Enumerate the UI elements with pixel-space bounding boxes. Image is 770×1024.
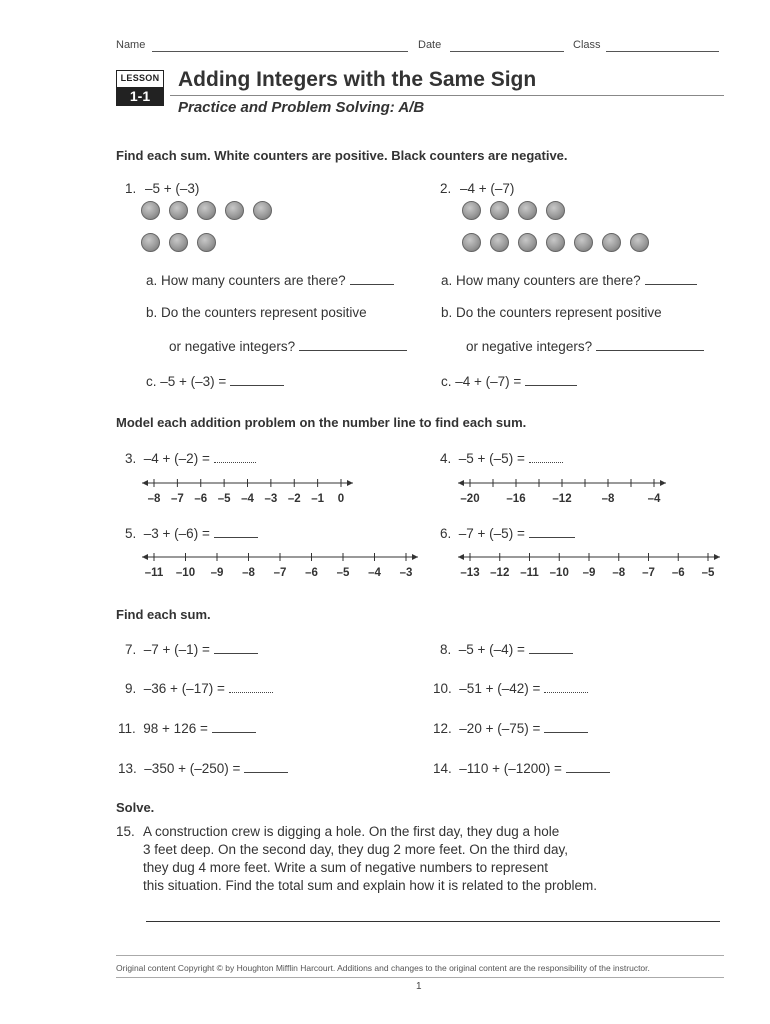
- problem-15-line-3: they dug 4 more feet. Write a sum of negative numbers to represent: [143, 860, 548, 875]
- number-line-5[interactable]: [140, 548, 420, 582]
- problem-13-number: 13.: [118, 761, 137, 776]
- lesson-badge-label: LESSON: [120, 73, 160, 83]
- negative-counter: [462, 201, 481, 220]
- problem-12-number: 12.: [433, 721, 452, 736]
- problem-1-expression: –5 + (–3): [145, 181, 200, 196]
- problem-2a-text: a. How many counters are there?: [441, 273, 641, 288]
- footer-rule-2: [116, 977, 724, 978]
- number-line-label: –5: [701, 567, 715, 579]
- number-line-label: –10: [549, 567, 569, 579]
- arrow-right-icon: [660, 480, 666, 486]
- problem-5-blank[interactable]: [214, 525, 258, 538]
- negative-counter: [141, 201, 160, 220]
- page-title: Adding Integers with the Same Sign: [178, 68, 537, 91]
- negative-counter: [253, 201, 272, 220]
- problem-12: [433, 720, 588, 736]
- number-line-label: –6: [194, 493, 208, 505]
- problem-5: [125, 525, 258, 541]
- number-line-label: –3: [264, 493, 278, 505]
- number-line-label: –13: [460, 567, 480, 579]
- page-number: 1: [416, 981, 422, 992]
- problem-10: [433, 680, 588, 696]
- problem-2b-line1: b. Do the counters represent positive: [441, 305, 662, 320]
- number-line-label: –8: [147, 493, 161, 505]
- problem-14-blank[interactable]: [566, 760, 610, 773]
- problem-6-number: 6.: [440, 526, 452, 541]
- problem-4-blank[interactable]: [529, 450, 563, 463]
- negative-counter: [169, 233, 188, 252]
- number-line-label: –1: [311, 493, 325, 505]
- footer-rule: [116, 955, 724, 956]
- problem-1c: [146, 373, 284, 389]
- problem-1b-line1: b. Do the counters represent positive: [146, 305, 367, 320]
- arrow-right-icon: [412, 554, 418, 560]
- section2-instructions: Model each addition problem on the number line to find each sum.: [116, 415, 527, 430]
- arrow-left-icon: [458, 480, 464, 486]
- date-label: Date: [418, 39, 442, 51]
- problem-15-line-4: this situation. Find the total sum and explain how it is related to the problem.: [143, 878, 597, 893]
- problem-11-number: 11.: [118, 721, 136, 736]
- problem-9-number: 9.: [125, 681, 137, 696]
- problem-7: [125, 641, 258, 657]
- number-line-label: –9: [582, 567, 596, 579]
- number-line-label: –8: [612, 567, 626, 579]
- problem-9-expression: –36 + (–17) =: [143, 681, 225, 696]
- problem-1a-blank[interactable]: [350, 272, 394, 285]
- page-subtitle: Practice and Problem Solving: A/B: [178, 99, 425, 116]
- problem-10-blank[interactable]: [544, 680, 588, 693]
- number-line-label: –4: [368, 567, 381, 579]
- problem-1a: [146, 272, 394, 288]
- negative-counter: [141, 233, 160, 252]
- problem-2c-text: c. –4 + (–7) =: [441, 374, 522, 389]
- problem-4-expression: –5 + (–5) =: [458, 451, 525, 466]
- problem-3-number: 3.: [125, 451, 137, 466]
- section3-instructions: Find each sum.: [116, 607, 211, 622]
- number-line-label: –3: [399, 567, 413, 579]
- date-blank[interactable]: [450, 51, 564, 52]
- number-line-label: –20: [460, 493, 480, 505]
- arrow-left-icon: [142, 554, 148, 560]
- problem-12-expression: –20 + (–75) =: [459, 721, 541, 736]
- number-line-3[interactable]: [140, 474, 355, 508]
- number-line-label: –9: [210, 567, 224, 579]
- problem-1-number: 1.: [125, 181, 137, 196]
- negative-counter: [574, 233, 593, 252]
- class-label: Class: [573, 39, 601, 51]
- title-rule: [170, 95, 724, 96]
- problem-1b-blank[interactable]: [299, 338, 407, 351]
- negative-counter: [490, 201, 509, 220]
- name-label: Name: [116, 39, 146, 51]
- problem-15-line-1: A construction crew is digging a hole. On the first day, they dug a hole: [143, 824, 560, 839]
- number-line-label: 0: [337, 493, 345, 505]
- problem-8-expression: –5 + (–4) =: [458, 642, 525, 657]
- negative-counter: [197, 233, 216, 252]
- lesson-badge-number: 1-1: [116, 87, 164, 106]
- number-line-label: –8: [601, 493, 615, 505]
- problem-10-number: 10.: [433, 681, 452, 696]
- problem-11-blank[interactable]: [212, 720, 256, 733]
- problem-8-blank[interactable]: [529, 641, 573, 654]
- number-line-label: –5: [336, 567, 350, 579]
- negative-counter: [462, 233, 481, 252]
- problem-8-number: 8.: [440, 642, 452, 657]
- problem-13: [118, 760, 288, 776]
- section1-instructions: Find each sum. White counters are positive. Black counters are negative.: [116, 148, 568, 163]
- number-line-label: –2: [287, 493, 301, 505]
- negative-counter: [518, 201, 537, 220]
- number-line-4[interactable]: [456, 474, 668, 508]
- arrow-right-icon: [347, 480, 353, 486]
- problem-6: [440, 525, 575, 541]
- number-line-label: –10: [175, 567, 196, 579]
- problem-10-expression: –51 + (–42) =: [459, 681, 541, 696]
- problem-8: [440, 641, 573, 657]
- problem-6-blank[interactable]: [529, 525, 575, 538]
- problem-14-number: 14.: [433, 761, 452, 776]
- problem-2c-blank[interactable]: [525, 373, 577, 386]
- problem-2-expression: –4 + (–7): [460, 181, 515, 196]
- problem-3-expression: –4 + (–2) =: [143, 451, 210, 466]
- number-line-label: –4: [647, 493, 661, 505]
- number-line-label: –6: [305, 567, 318, 579]
- number-line-label: –7: [170, 493, 184, 505]
- problem-12-blank[interactable]: [544, 720, 588, 733]
- number-line-label: –4: [241, 493, 254, 505]
- problem-3: [125, 450, 256, 466]
- problem-2b: [466, 338, 704, 354]
- problem-2b-blank[interactable]: [596, 338, 704, 351]
- problem-1b: [169, 338, 407, 354]
- problem-5-number: 5.: [125, 526, 137, 541]
- problem-1c-blank[interactable]: [230, 373, 284, 386]
- negative-counter: [630, 233, 649, 252]
- problem-1b-text: or negative integers?: [169, 339, 296, 354]
- negative-counter: [546, 233, 565, 252]
- problem-2a: [441, 272, 697, 288]
- negative-counter: [225, 201, 244, 220]
- problem-7-blank[interactable]: [214, 641, 258, 654]
- problem-15-answer-line[interactable]: [146, 921, 720, 922]
- negative-counter: [490, 233, 509, 252]
- problem-4-number: 4.: [440, 451, 452, 466]
- problem-9: [125, 680, 273, 696]
- negative-counter: [602, 233, 621, 252]
- problem-2b-text: or negative integers?: [466, 339, 593, 354]
- problem-14: [433, 760, 610, 776]
- problem-14-expression: –110 + (–1200) =: [459, 761, 562, 776]
- problem-1c-text: c. –5 + (–3) =: [146, 374, 227, 389]
- number-line-label: –11: [520, 567, 539, 579]
- number-line-label: –12: [552, 493, 572, 505]
- number-line-label: –7: [642, 567, 655, 579]
- problem-3-blank[interactable]: [214, 450, 256, 463]
- number-line-label: –6: [671, 567, 685, 579]
- problem-5-expression: –3 + (–6) =: [143, 526, 210, 541]
- problem-13-blank[interactable]: [244, 760, 288, 773]
- class-blank[interactable]: [606, 51, 719, 52]
- problem-1a-text: a. How many counters are there?: [146, 273, 346, 288]
- problem-7-number: 7.: [125, 642, 137, 657]
- problem-15-number: 15.: [116, 824, 135, 839]
- problem-6-expression: –7 + (–5) =: [458, 526, 525, 541]
- problem-11-expression: 98 + 126 =: [143, 721, 208, 736]
- negative-counter: [518, 233, 537, 252]
- number-line-label: –11: [144, 567, 164, 579]
- problem-15-line-2: 3 feet deep. On the second day, they dug 2 more feet. On the third day,: [143, 842, 569, 857]
- problem-9-blank[interactable]: [229, 680, 273, 693]
- arrow-right-icon: [714, 554, 720, 560]
- name-blank[interactable]: [152, 51, 408, 52]
- problem-2a-blank[interactable]: [645, 272, 697, 285]
- arrow-left-icon: [142, 480, 148, 486]
- number-line-6[interactable]: [456, 548, 722, 582]
- problem-2c: [441, 373, 577, 389]
- negative-counter: [169, 201, 188, 220]
- number-line-label: –8: [242, 567, 255, 579]
- number-line-label: –5: [217, 493, 231, 505]
- number-line-label: –7: [273, 567, 287, 579]
- number-line-label: –16: [506, 493, 526, 505]
- footer-copyright: Original content Copyright © by Houghton Mifflin Harcourt. Additions and changes to the original content are the responsibility of the instructor.: [116, 963, 650, 973]
- problem-13-expression: –350 + (–250) =: [144, 761, 241, 776]
- negative-counter: [546, 201, 565, 220]
- problem-2-number: 2.: [440, 181, 452, 196]
- section4-heading: Solve.: [116, 800, 155, 815]
- problem-11: [118, 720, 256, 736]
- negative-counter: [197, 201, 216, 220]
- problem-4: [440, 450, 563, 466]
- problem-7-expression: –7 + (–1) =: [143, 642, 210, 657]
- number-line-label: –12: [490, 567, 510, 579]
- arrow-left-icon: [458, 554, 464, 560]
- lesson-badge: [116, 70, 164, 106]
